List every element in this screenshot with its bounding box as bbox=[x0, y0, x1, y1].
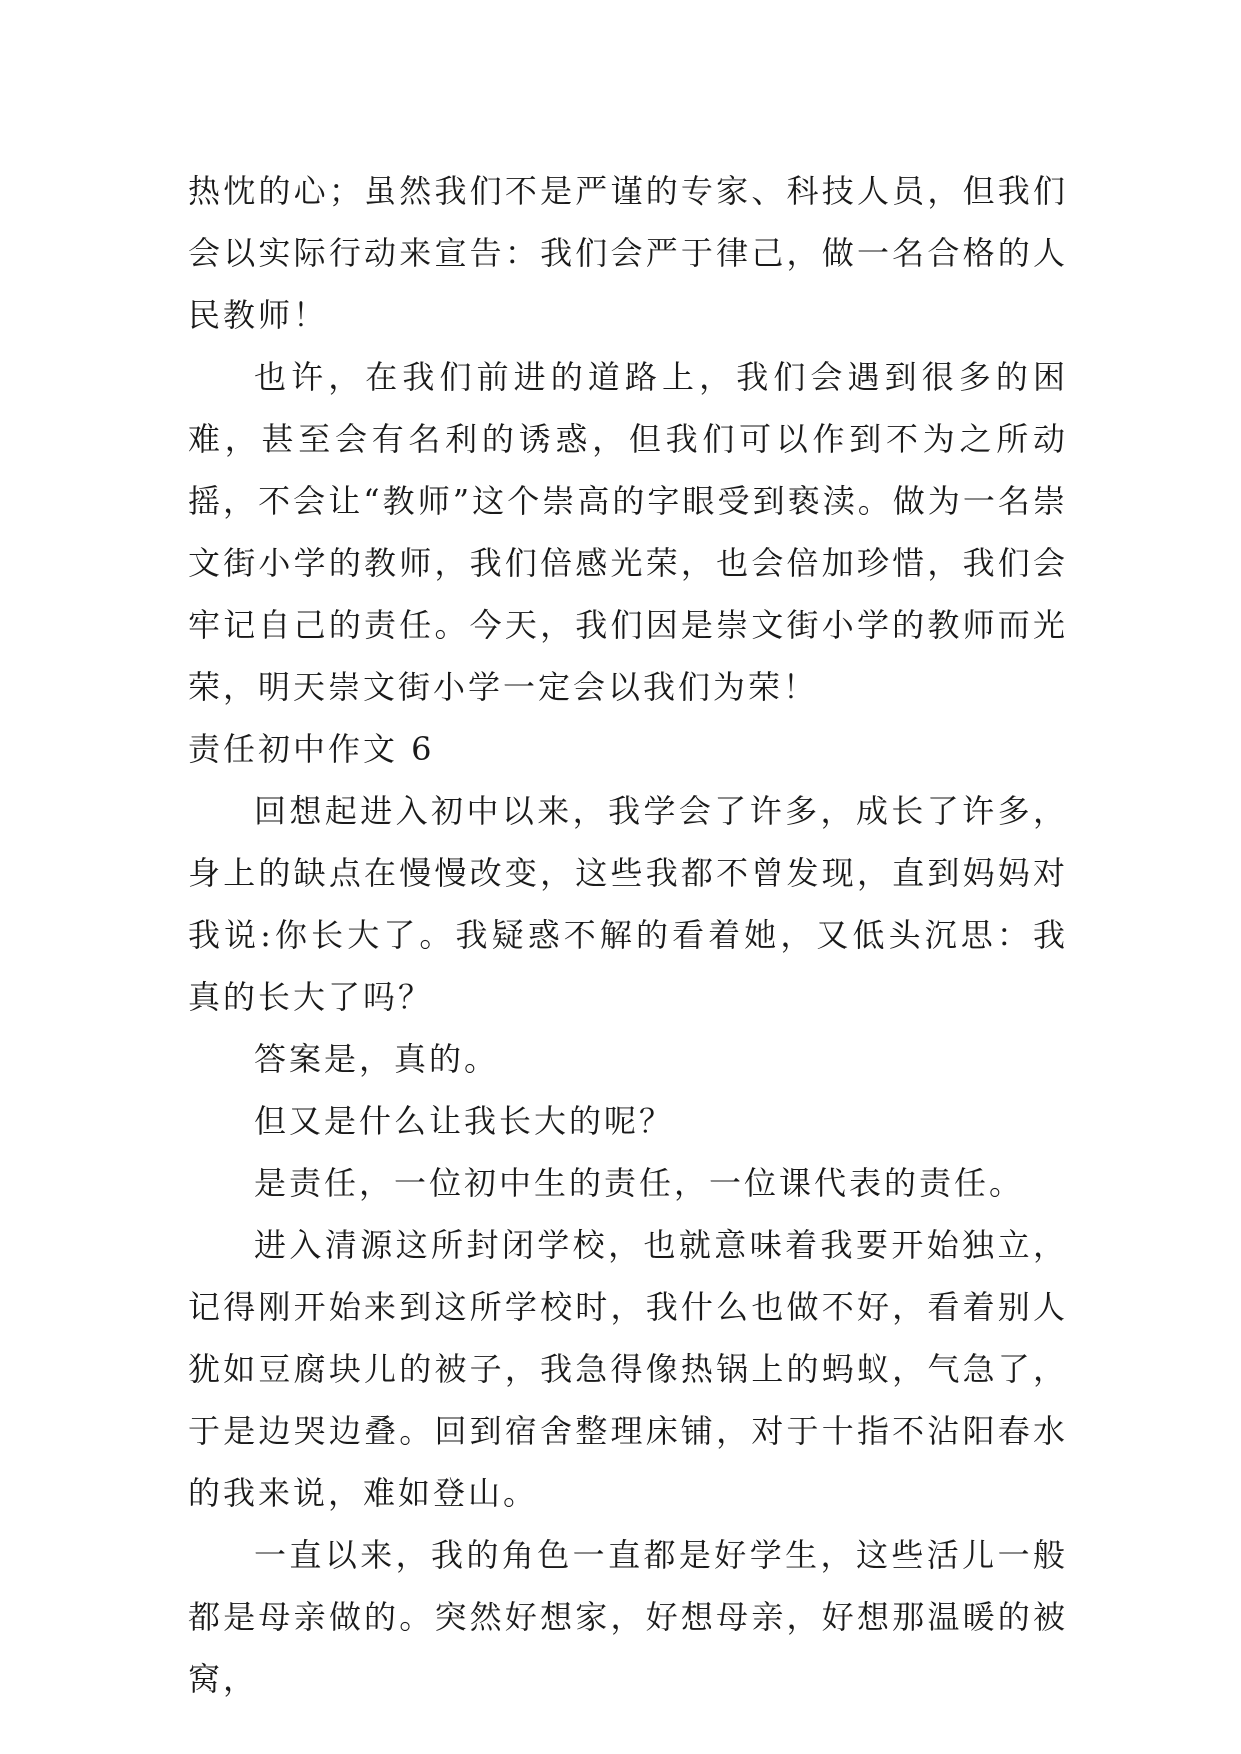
paragraph-3: 回想起进入初中以来，我学会了许多，成长了许多，身上的缺点在慢慢改变，这些我都不曾发现，直到妈妈对我说:你长大了。我疑惑不解的看着她，又低头沉思：我真的长大了吗？ bbox=[188, 792, 1068, 1016]
section-heading: 责任初中作文 6 bbox=[188, 730, 435, 768]
paragraph-2: 也许，在我们前进的道路上，我们会遇到很多的困难，甚至会有名利的诱惑，但我们可以作到不为之所动摇，不会让“教师”这个崇高的字眼受到亵渎。做为一名崇文街小学的教师，我们倍感光荣，也会倍加珍惜，我们会牢记自己的责任。今天，我们因是崇文街小学的教师而光荣，明天崇文街小学一定会以我们为荣！ bbox=[188, 358, 1068, 706]
paragraph-5: 但又是什么让我长大的呢？ bbox=[254, 1102, 675, 1140]
paragraph-6: 是责任，一位初中生的责任，一位课代表的责任。 bbox=[254, 1164, 1025, 1202]
paragraph-1: 热忱的心；虽然我们不是严谨的专家、科技人员，但我们会以实际行动来宣告：我们会严于律己，做一名合格的人民教师！ bbox=[188, 172, 1068, 334]
paragraph-8: 一直以来，我的角色一直都是好学生，这些活儿一般都是母亲做的。突然好想家，好想母亲，好想那温暖的被窝， bbox=[188, 1536, 1068, 1698]
paragraph-7: 进入清源这所封闭学校，也就意味着我要开始独立，记得刚开始来到这所学校时，我什么也做不好，看着别人犹如豆腐块儿的被子，我急得像热锅上的蚂蚁，气急了，于是边哭边叠。回到宿舍整理床铺，对于十指不沾阳春水的我来说，难如登山。 bbox=[188, 1226, 1068, 1512]
document-body bbox=[188, 160, 1068, 1710]
paragraph-4: 答案是，真的。 bbox=[254, 1040, 500, 1078]
